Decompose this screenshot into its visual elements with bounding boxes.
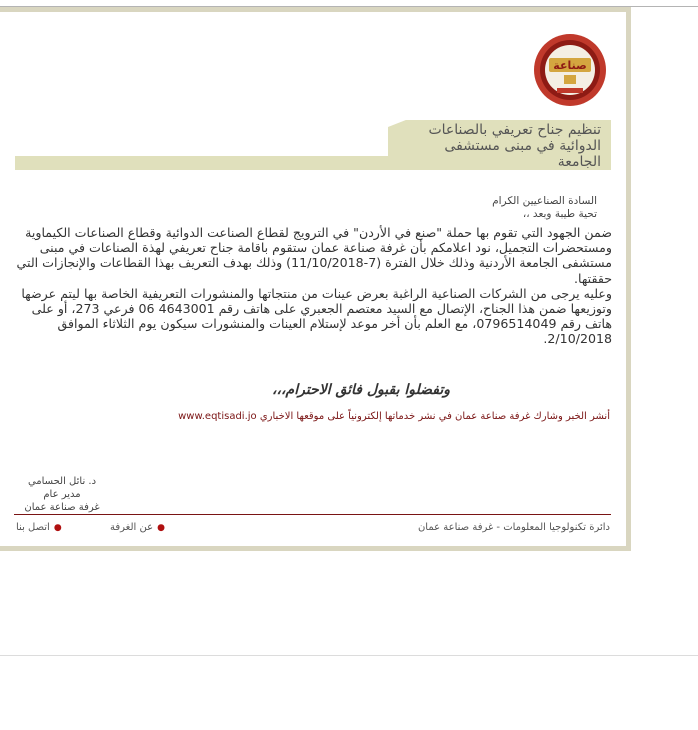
footer-link-contact[interactable] [16, 522, 62, 533]
logo-skyline [557, 88, 583, 93]
footer-link-about[interactable] [110, 522, 165, 533]
footer-link-contact-label[interactable]: اتصل بنا [16, 522, 50, 533]
body-paragraph-1: ضمن الجهود التي تقوم بها حملة "صنع في الأردن" في الترويج لقطاع الصناعت الدوائية وقطاع الصناعات الكيماوية ومستحضرات التجميل، نود اعلامكم بأن غرفة صناعة عمان ستقوم باقامة جناح تعريفي لهذة الصناعات في مبنى مستشفى الجامعة الأردنية وذلك خلال الفترة (7-11/10/2018) وذلك بهدف التعريف بهذا القطاعات والإنجازات التي حققتها. [16, 225, 612, 286]
announcement-body [14, 225, 612, 347]
closing-line: وتفضلوا بقبول فائق الاحترام،،، [272, 382, 450, 398]
title-banner [15, 120, 611, 170]
signature-org: غرفة صناعة عمان [24, 502, 100, 513]
salutation-line-1: السادة الصناعيين الكرام [492, 195, 597, 207]
salutation [492, 195, 597, 221]
page-title: تنظيم جناح تعريفي بالصناعات الدوائية في مبنى مستشفى الجامعة [428, 122, 601, 170]
signature-title: مدير عام [43, 489, 81, 500]
body-paragraph-2: وعليه يرجى من الشركات الصناعية الراغبة بعرض عينات من منتجاتها والمنشورات التعريفية الخاصة بها ليتم عرضها وتوزيعها ضمن هذا الجناح، الإتصال مع السيد معتصم الجعبري على هاتف رقم 4643001 06 فرعي 273، أو على هاتف رقم 0796514049، مع العلم بأن أخر موعد لإستلام العينات والمنشورات سيكون يوم الثلاثاء الموافق 2/10/2018. [21, 285, 612, 347]
bullet-icon: ● [53, 523, 62, 533]
footer-department: دائرة تكنولوجيا المعلومات - غرفة صناعة عمان [417, 522, 610, 533]
newsletter-frame [0, 7, 631, 551]
bullet-icon: ● [157, 523, 165, 533]
footer-link-about-label[interactable]: عن الغرفة [110, 522, 154, 533]
bottom-rule [0, 655, 698, 656]
newsletter-body [0, 12, 626, 546]
logo-arabic-word: صناعة [553, 59, 587, 72]
salutation-line-2: تحية طيبة وبعد ،، [522, 208, 597, 220]
amman-chamber-logo-icon [533, 33, 607, 107]
logo-emblem [564, 75, 576, 84]
share-note-link[interactable]: أنشر الخبر وشارك غرفة صناعة عمان في نشر خدماتها إلكترونياً على موقعها الاخباري www.eqtisadi.jo [178, 411, 610, 422]
signature-name: د. نائل الحسامي [27, 476, 97, 487]
footer-divider [14, 514, 611, 515]
signature-block [14, 475, 110, 514]
